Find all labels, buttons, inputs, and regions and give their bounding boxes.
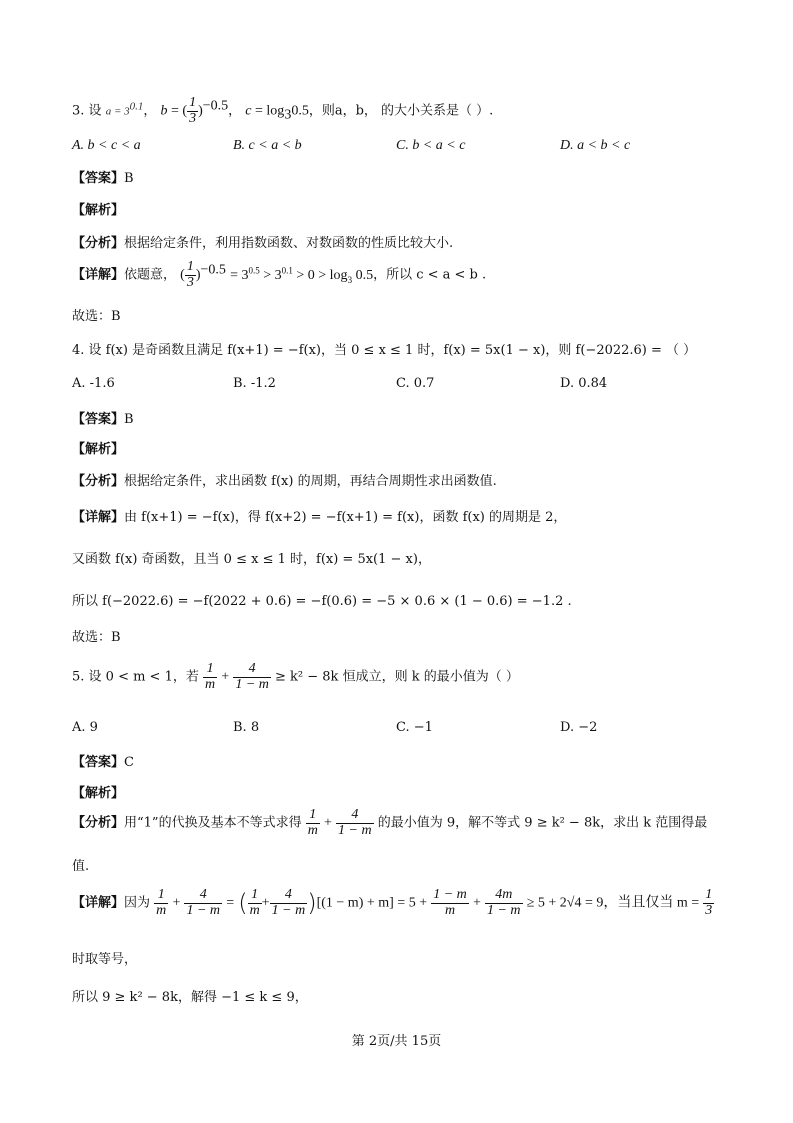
q4-option-a: A. -1.6 [72,376,115,391]
q3-option-c: C. b < a < c [396,138,466,153]
q3-option-b: B. c < a < b [233,138,302,153]
q5-stem: 5. 设 0 < m < 1，若 $\frac{1}{m}$ + $\frac{4}{1 - m}$ ≥ k² − 8k 恒成立，则 k 的最小值为（ ） [72,661,519,692]
q4-xiangjie-line3: 所以 f(−2022.6) = −f(2022 + 0.6) = −f(0.6) = −5 × 0.6 × (1 − 0.6) = −1.2 . [72,594,572,609]
q4-stem: 4. 设 f(x) 是奇函数且满足 f(x+1) = −f(x)，当 0 ≤ x ≤ 1 时，f(x) = 5x(1 − x)，则 f(−2022.6) = （ ） [72,343,697,358]
q4-xiangjie-line1: 【详解】由 f(x+1) = −f(x)，得 f(x+2) = −f(x+1) = f(x)，函数 f(x) 的周期是 2， [72,510,567,525]
q5-last: 所以 9 ≥ k² − 8k，解得 −1 ≤ k ≤ 9， [72,990,308,1005]
page-footer: 第 2页/共 15页 [351,1034,442,1049]
q5-option-c: C. −1 [396,720,433,735]
q5-cont: 时取等号， [72,952,138,967]
q5-option-d: D. −2 [560,720,598,735]
q4-xiangjie-line2: 又函数 f(x) 奇函数，且当 0 ≤ x ≤ 1 时，f(x) = 5x(1 − x)， [72,552,431,567]
q3-xiangjie: 【详解】依题意， ( $\frac{1}{3}$ )$^{-0.5} = 3^{0.5} > 3^{0.1} > 0 > \log_3 0.5$，所以 c < a < b . [72,259,487,290]
q3-stem: 3. 设 $a = 3^{0.1}$， b = ( $\frac{1}{3}$ )$^{-0.5}$， $c = \log_30.5$，则a，b， 的大小关系是（ ）. [72,95,494,126]
q4-option-c: C. 0.7 [396,376,435,391]
q5-answer: 【答案】C [72,755,134,770]
q4-option-d: D. 0.84 [560,376,608,391]
q3-option-a: A. b < c < a [72,138,141,153]
q4-fenxi: 【分析】根据给定条件，求出函数 f(x) 的周期，再结合周期性求出函数值. [72,474,497,489]
q3-analysis-tag: 【解析】 [72,203,125,218]
q5-option-a: A. 9 [72,720,98,735]
q3-choice: 故选：B [72,309,121,324]
q4-analysis-tag: 【解析】 [72,442,125,457]
q3-answer: 【答案】B [72,171,134,186]
q4-option-b: B. -1.2 [233,376,276,391]
q3-option-d: D. a < b < c [560,138,631,153]
q4-answer: 【答案】B [72,412,134,427]
q5-option-b: B. 8 [233,720,260,735]
q5-fenxi: 【分析】用“1”的代换及基本不等式求得 $\frac{1}{m}$ + $\frac{4}{1 - m}$ 的最小值为 9，解不等式 9 ≥ k² − 8k，求出 k 范围得最 [72,807,708,838]
q4-choice: 故选：B [72,630,121,645]
q3-fenxi: 【分析】根据给定条件，利用指数函数、对数函数的性质比较大小. [72,236,454,251]
q5-xiangjie: 【详解】因为 $\frac{1}{m}$ + $\frac{4}{1 - m}$ = ( $\frac{1}{m}$ + $\frac{4}{1 - m}$ )[(1 − m) + m] = 5 + $\frac{1 - m}{m}$ + $\frac{4m}{1 - m}$ ≥ 5 + 2√4 = 9，当且仅当 m = $\frac{1}{3}$ [72,887,713,918]
q5-analysis-tag: 【解析】 [72,786,125,801]
q5-fenxi-cont: 值. [72,859,90,874]
